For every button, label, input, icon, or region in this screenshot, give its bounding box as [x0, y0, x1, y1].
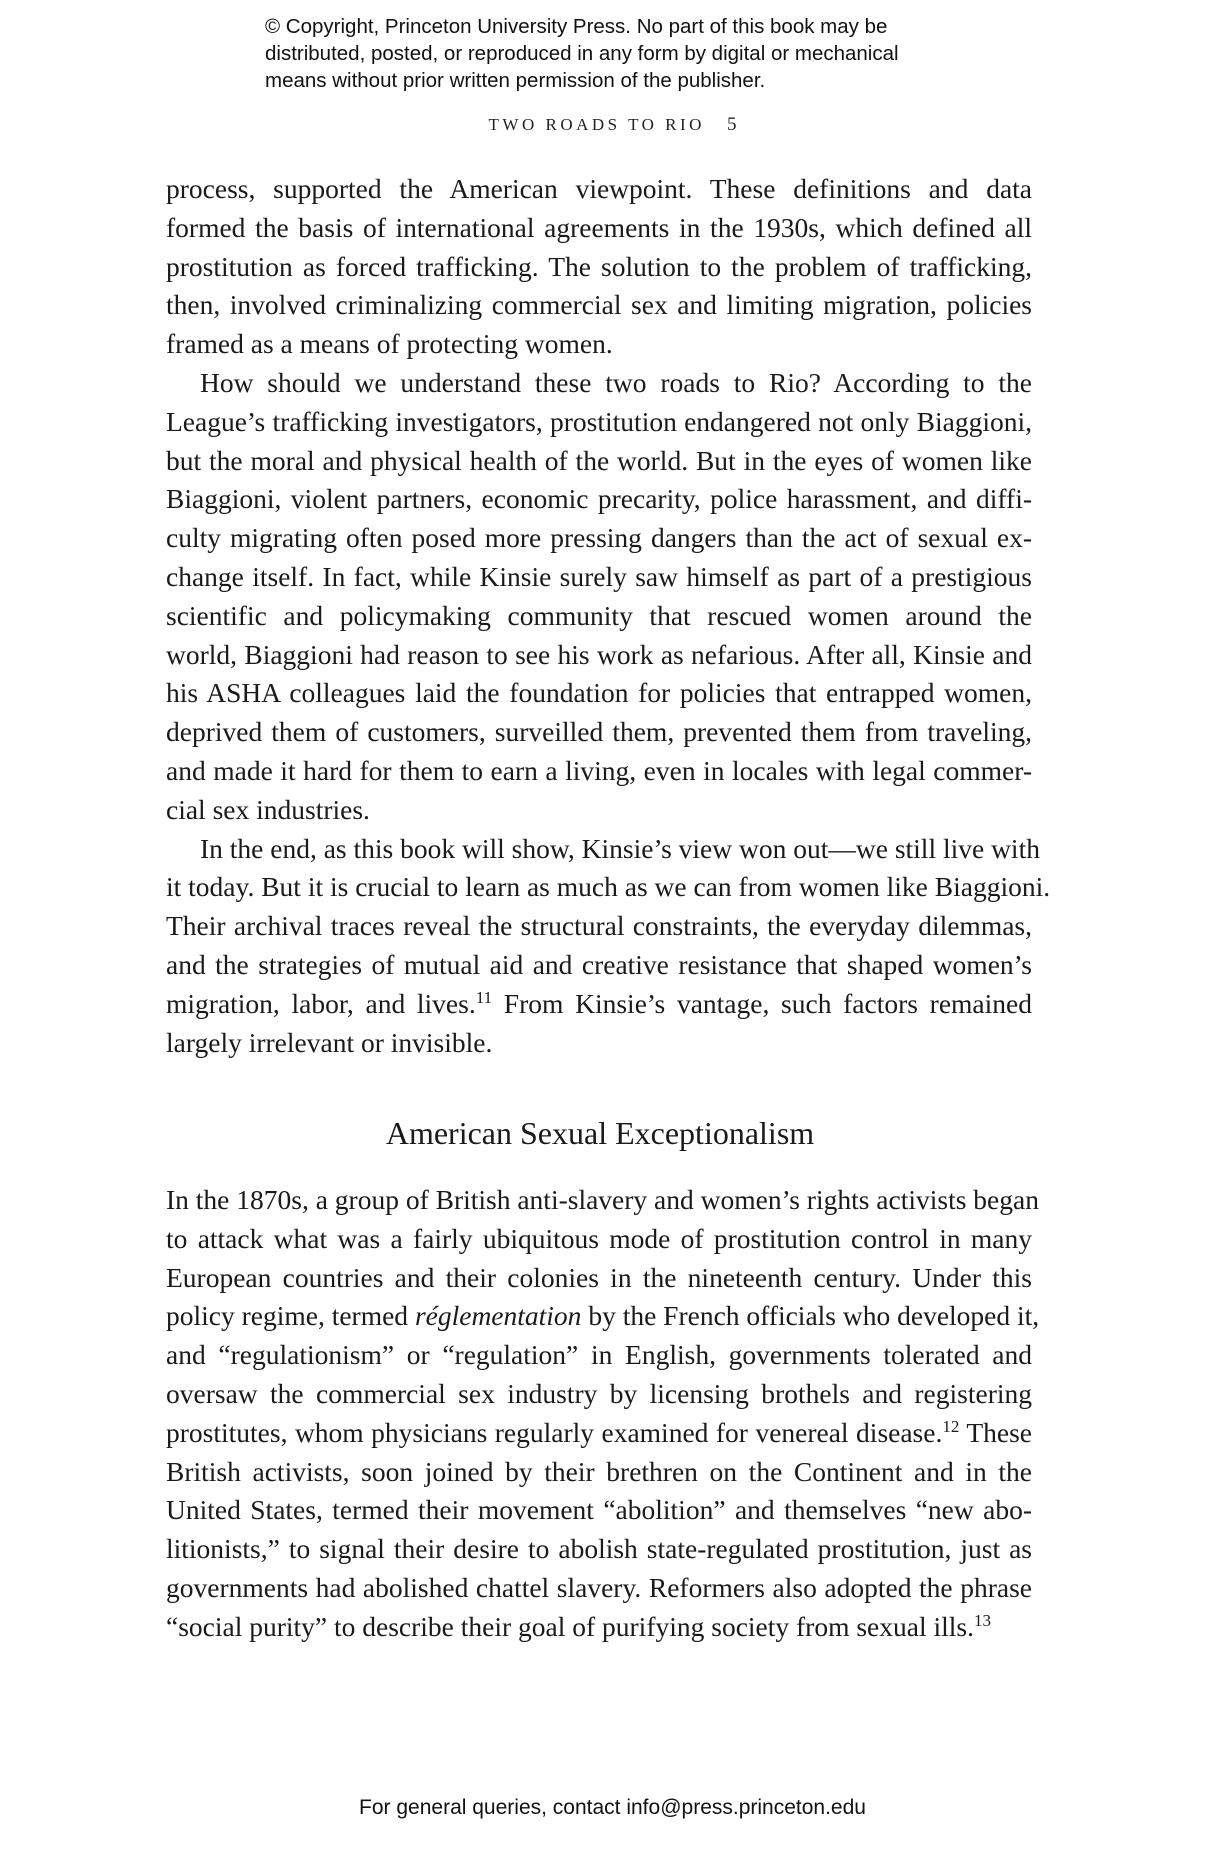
text-line: but the moral and physical health of the world. But in the eyes of women like [166, 444, 1032, 476]
text-line: scientific and policymaking community that rescued women around the [166, 599, 1032, 631]
body-text-section [166, 1181, 1040, 1647]
text-line: United States, termed their movement “abolition” and themselves “new abo- [166, 1494, 1032, 1526]
text-segment: by the French officials who developed it, [581, 1300, 1040, 1332]
text-line [166, 985, 1032, 1024]
text-line: it today. But it is crucial to learn as much as we can from women like Biaggioni. [166, 871, 1051, 903]
text-line [166, 1608, 1032, 1647]
text-line: European countries and their colonies in the nineteenth century. Under this [166, 1261, 1032, 1293]
footnote-ref-13[interactable]: 13 [973, 1610, 991, 1630]
text-line: Their archival traces reveal the structural constraints, the everyday dilemmas, [166, 910, 1032, 942]
text-line: governments had abolished chattel slavery. Reformers also adopted the phrase [166, 1571, 1032, 1603]
text-line: cial sex industries. [166, 793, 370, 825]
running-head [0, 114, 1225, 136]
text-line: largely irrelevant or invisible. [166, 1026, 493, 1058]
text-line: League’s trafficking investigators, prostitution endangered not only Biaggioni, [166, 405, 1032, 437]
text-line: and the strategies of mutual aid and creative resistance that shaped women’s [166, 948, 1032, 980]
copyright-line: distributed, posted, or reproduced in any form by digital or mechanical [265, 42, 899, 65]
footnote-ref-11[interactable]: 11 [475, 987, 493, 1007]
body-text-top [166, 170, 1051, 1062]
text-line: deprived them of customers, surveilled them, prevented them from traveling, [166, 716, 1032, 748]
text-line: and made it hard for them to earn a living, even in locales with legal commer- [166, 754, 1032, 786]
copyright-notice [265, 13, 1005, 94]
text-segment: prostitutes, whom physicians regularly examined for venereal disease. [166, 1416, 943, 1448]
text-segment: policy regime, termed [166, 1300, 415, 1332]
text-line: to attack what was a fairly ubiquitous mode of prostitution control in many [166, 1222, 1032, 1254]
text-segment: From Kinsie’s vantage, such factors remained [492, 987, 1032, 1019]
copyright-line: © Copyright, Princeton University Press. No part of this book may be [265, 15, 888, 38]
running-head-title: TWO ROADS TO RIO [488, 115, 705, 134]
text-line [166, 1414, 1032, 1453]
italic-term: réglementation [414, 1300, 582, 1332]
text-line: British activists, soon joined by their brethren on the Continent and in the [166, 1455, 1032, 1487]
section-heading: American Sexual Exceptionalism [385, 1115, 815, 1151]
text-segment: “social purity” to describe their goal of purifying society from sexual ills. [166, 1610, 974, 1642]
text-line: formed the basis of international agreements in the 1930s, which defined all [166, 211, 1032, 243]
text-line: oversaw the commercial sex industry by licensing brothels and registering [166, 1377, 1032, 1409]
text-line: change itself. In fact, while Kinsie surely saw himself as part of a prestigious [166, 560, 1032, 592]
text-line: world, Biaggioni had reason to see his work as nefarious. After all, Kinsie and [166, 638, 1032, 670]
page-number: 5 [726, 114, 737, 135]
text-line: then, involved criminalizing commercial sex and limiting migration, policies [166, 289, 1032, 321]
text-line: and “regulationism” or “regulation” in English, governments tolerated and [166, 1339, 1032, 1371]
text-line: culty migrating often posed more pressing dangers than the act of sexual ex- [166, 522, 1032, 554]
text-line: process, supported the American viewpoint. These definitions and data [166, 173, 1032, 204]
text-line: framed as a means of protecting women. [166, 328, 613, 360]
copyright-line: means without prior written permission of the publisher. [265, 69, 766, 92]
text-line [166, 1297, 1040, 1336]
text-line: In the end, as this book will show, Kinsie’s view won out—we still live with [200, 832, 1040, 864]
text-segment: migration, labor, and lives. [166, 987, 476, 1019]
text-line: prostitution as forced trafficking. The solution to the problem of trafficking, [166, 250, 1032, 282]
text-line: litionists,” to signal their desire to abolish state-regulated prostitution, just as [166, 1533, 1032, 1565]
footer-contact: For general queries, contact info@press.princeton.edu [359, 1796, 866, 1819]
text-line: his ASHA colleagues laid the foundation for policies that entrapped women, [166, 677, 1032, 709]
text-line: How should we understand these two roads to Rio? According to the [200, 366, 1032, 398]
footnote-ref-12[interactable]: 12 [942, 1416, 960, 1436]
text-segment: These [959, 1416, 1032, 1448]
text-line: In the 1870s, a group of British anti-slavery and women’s rights activists began [166, 1184, 1039, 1215]
text-line: Biaggioni, violent partners, economic precarity, police harassment, and diffi- [166, 483, 1032, 515]
